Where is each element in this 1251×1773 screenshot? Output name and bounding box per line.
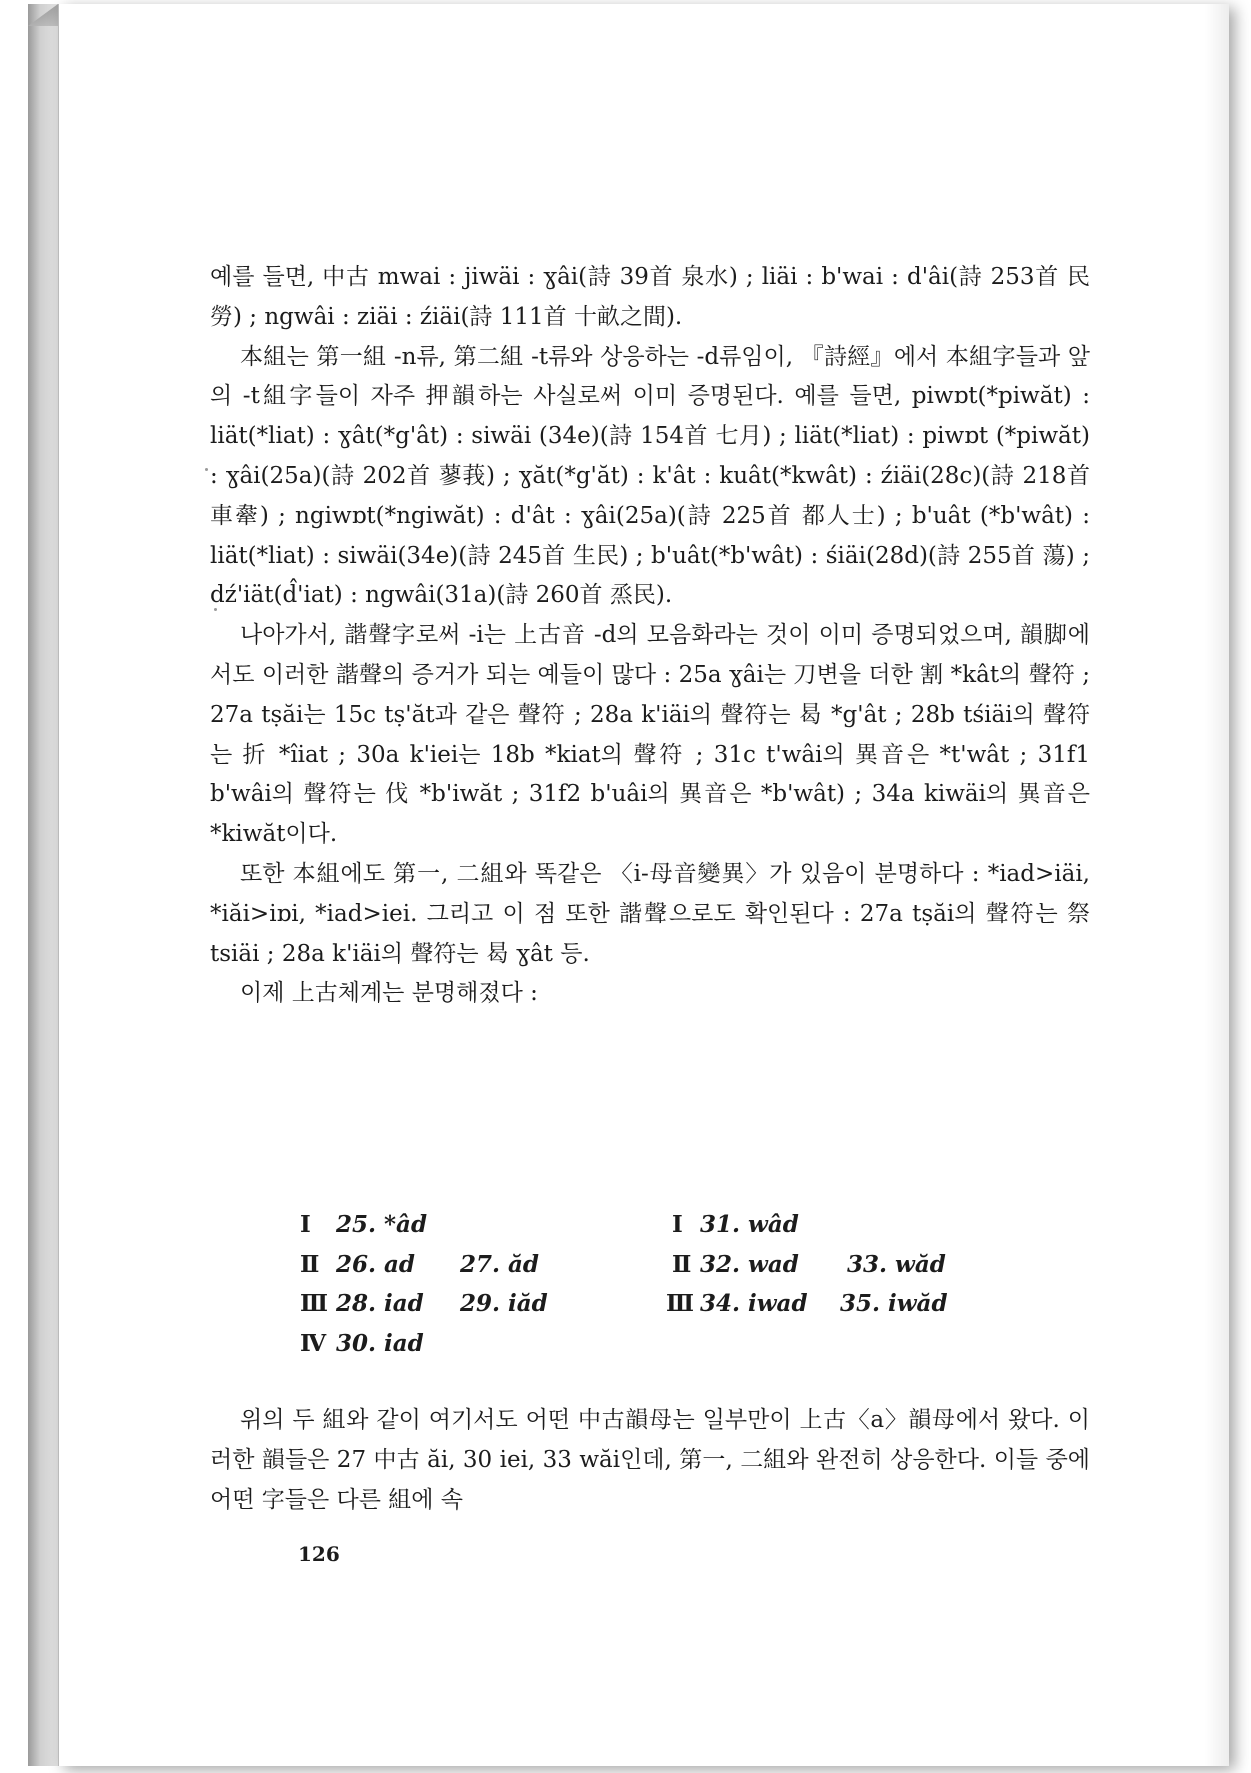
scan-speck	[205, 468, 208, 471]
row-roman-left: Ⅱ	[300, 1250, 320, 1278]
table-cell: 26. ad	[336, 1250, 416, 1278]
table-cell: 34. iwad	[700, 1290, 808, 1317]
body-text	[210, 258, 1090, 1014]
row-roman-right: Ⅱ	[672, 1250, 692, 1278]
table-cell: 29. iăd	[460, 1290, 548, 1317]
page-number: 126	[298, 1542, 340, 1566]
row-roman-right: Ⅲ	[666, 1290, 695, 1317]
row-roman-right: Ⅰ	[672, 1211, 683, 1238]
reconstruction-table	[300, 1205, 1100, 1363]
row-roman-left: Ⅲ	[300, 1290, 329, 1317]
table-row	[300, 1205, 1100, 1245]
table-row	[300, 1245, 1100, 1285]
paragraph-shijing-rhymes: 本組는 第一組 -n류, 第二組 -t류와 상응하는 -d류임이, 『詩經』에서 本組字들과 앞의 -t組字들이 자주 押韻하는 사실로써 이미 증명된다. 예를 들면, piwɒt(*piwăt) : liät(*liat) : ɣât(*g'ât) : siwäi (34e)(詩 154首 七月) ; liät(*liat) : piwɒt (*piwăt) : ɣâi(25a)(詩 202首 蓼莪) ; ɣăt(*g'ăt) : k'ât : kuât(*kwât) : źiäi(28c)(詩 218首 車舝) ; ngiwɒt(*ngiwăt) : d'ât : ɣâi(25a)(詩 225首 都人士) ; b'uât (*b'wât) : liät(*liat) : siwäi(34e)(詩 245首 生民) ; b'uât(*b'wât) : śiäi(28d)(詩 255首 蕩) ; dź'iät(d̂'iat) : ngwâi(31a)(詩 260首 烝民).	[210, 343, 1090, 609]
table-row	[300, 1284, 1100, 1324]
paragraph-phonetic-series: 나아가서, 諧聲字로써 -i는 上古音 -d의 모음화라는 것이 이미 증명되었으며, 韻脚에서도 이러한 諧聲의 증거가 되는 예들이 많다 : 25a ɣâi는 刀변을 더한 割 *kât의 聲符 ; 27a tṣăi는 15c tṣ'ăt과 같은 聲符 ; 28a k'iäi의 聲符는 曷 *g'ât ; 28b tśiäi의 聲符는 折 *îiat ; 30a k'iei는 18b *kiat의 聲符 ; 31c t'wâi의 異音은 *t'wât ; 31f1 b'wâi의 聲符는 伐 *b'iwăt ; 31f2 b'uâi의 異音은 *b'wât) ; 34a kiwäi의 異音은 *kiwăt이다.	[210, 622, 1090, 848]
table-cell: 25. *âd	[336, 1211, 428, 1238]
table-cell: 35. iwăd	[840, 1290, 948, 1317]
table-cell: 28. iad	[336, 1290, 424, 1317]
table-cell: 31. wâd	[700, 1211, 799, 1238]
table-row	[300, 1324, 1100, 1364]
paragraph-system-clear: 이제 上古체계는 분명해졌다 :	[240, 980, 538, 1007]
row-roman-left: Ⅰ	[300, 1211, 311, 1238]
page-edge-shadow	[1205, 4, 1229, 1766]
body-text-after-table	[210, 1400, 1090, 1520]
table-cell: 32. wad	[700, 1250, 799, 1278]
paragraph-partial-origin: 위의 두 組와 같이 여기서도 어떤 中古韻母는 일부만이 上古〈a〉韻母에서 왔다. 이러한 韻들은 27 中古 ăi, 30 iei, 33 wăi인데, 第一, 二組와 완전히 상응한다. 이들 중에 어떤 字들은 다른 組에 속	[210, 1407, 1090, 1513]
table-cell: 27. ăd	[460, 1250, 540, 1278]
table-cell: 33. wăd	[847, 1250, 946, 1278]
row-roman-left: Ⅳ	[300, 1329, 327, 1357]
paragraph-i-vowel-variation: 또한 本組에도 第一, 二組와 똑같은 〈i-母音變異〉가 있음이 분명하다 : *iad>iäi, *iăi>iɒi, *iad>iei. 그리고 이 점 또한 諧聲으로도 확인된다 : 27a tṣăi의 聲符는 祭 tsiäi ; 28a k'iäi의 聲符는 曷 ɣât 등.	[210, 860, 1090, 967]
paragraph-examples-middle-chinese: 예를 들면, 中古 mwai : jiwäi : ɣâi(詩 39首 泉水) ; liäi : b'wai : d'âi(詩 253首 民勞) ; ngwâi : ziäi : źiäi(詩 111首 十畝之間).	[210, 264, 1090, 330]
book-spine	[28, 4, 58, 1766]
table-cell: 30. iad	[336, 1329, 424, 1357]
